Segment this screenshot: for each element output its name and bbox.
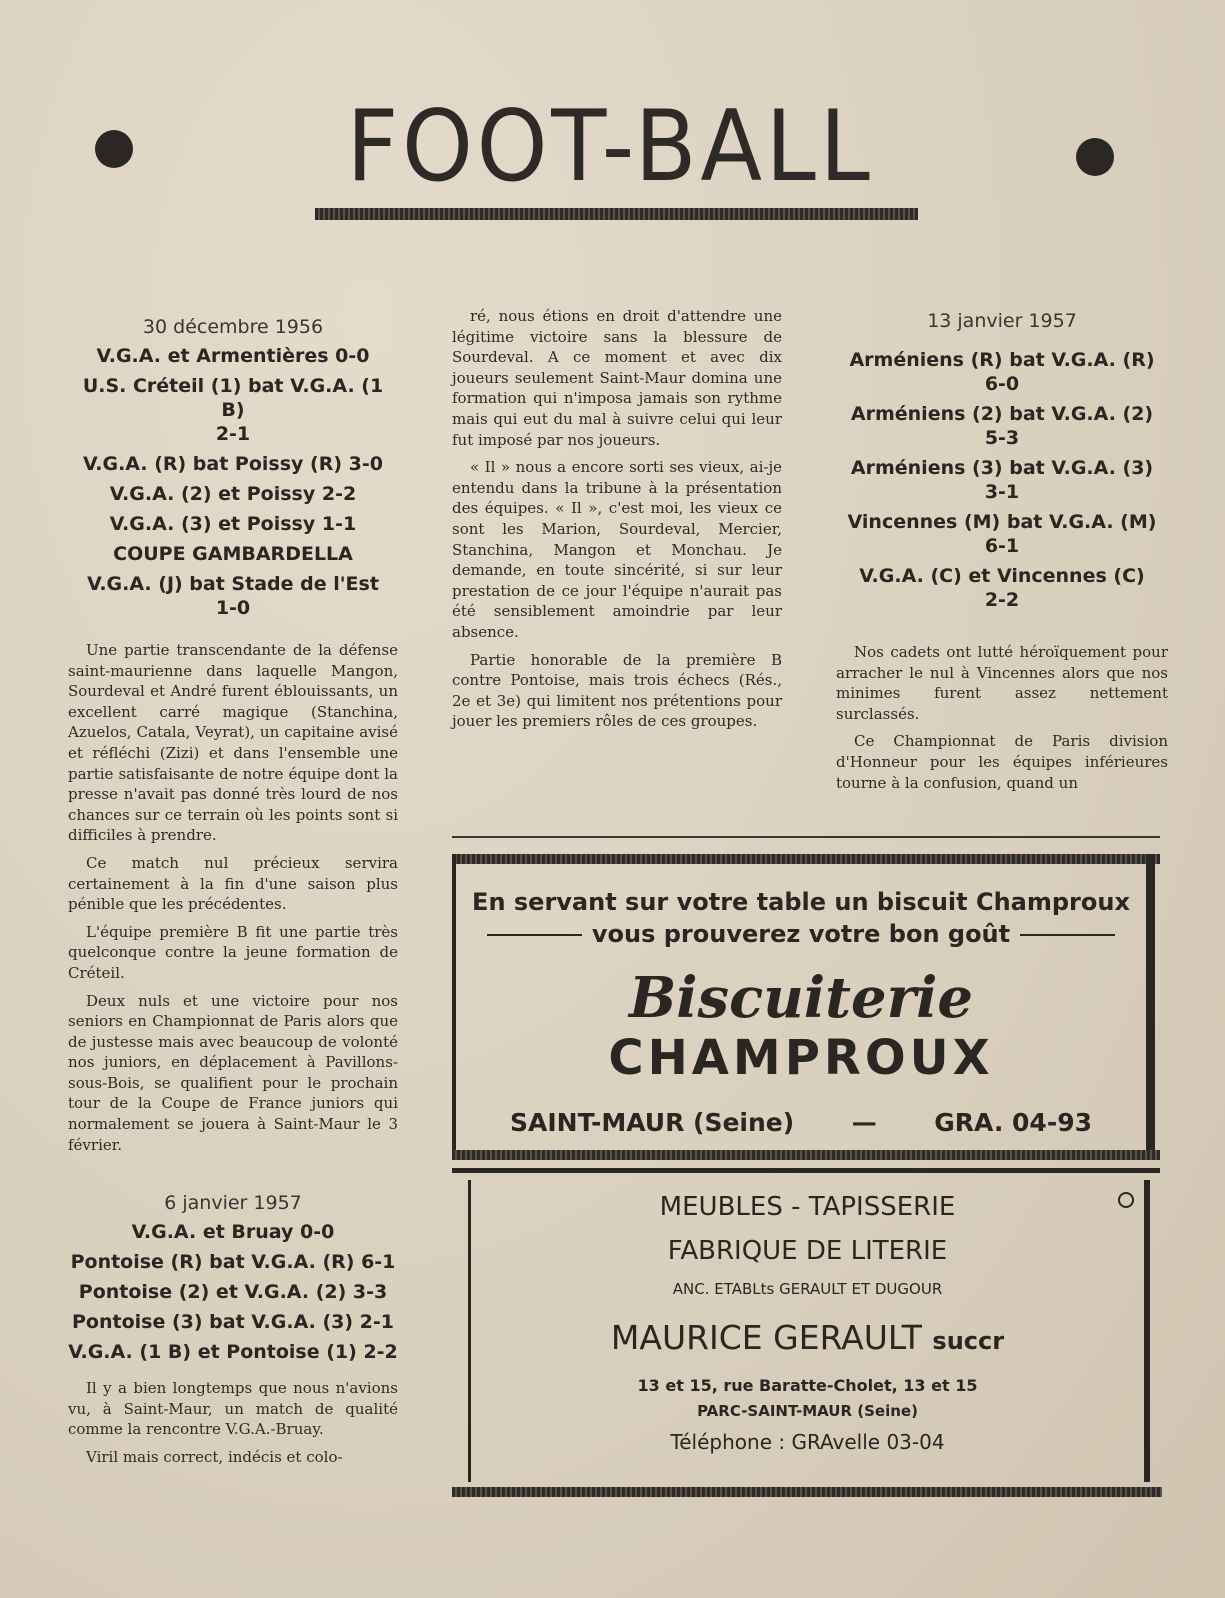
ad-separator: — <box>851 1108 877 1137</box>
match-score: 2-1 <box>215 423 251 445</box>
article-text <box>836 642 1168 793</box>
paragraph: Deux nuls et une victoire pour nos seniors en Championnat de Paris alors que de justesse mais avec beaucoup de volonté nos juniors, en déplacement à Pavillons-sous-Bois, se qualifient pour le prochain tour de la Coupe de France juniors qui normalement se jouera à Saint-Maur le 3 février. <box>68 991 398 1154</box>
paragraph: Viril mais correct, indécis et colo- <box>86 1448 343 1467</box>
match-result <box>68 1220 398 1244</box>
middle-column <box>452 306 782 739</box>
paragraph: Nos cadets ont lutté héroïquement pour arracher le nul à Vincennes alors que nos minimes furent assez nettement surclassés. <box>836 643 1168 723</box>
paragraph: L'équipe première B fit une partie très quelconque contre la jeune formation de Créteil. <box>68 922 398 982</box>
match-line: V.G.A. (J) bat Stade de l'Est <box>87 573 379 595</box>
match-line: Vincennes (M) bat V.G.A. (M) <box>847 511 1157 533</box>
match-line: V.G.A. (C) et Vincennes (C) <box>859 565 1145 587</box>
match-line: Arméniens (2) bat V.G.A. (2) <box>850 403 1154 425</box>
match-result <box>68 1340 398 1364</box>
match-line: V.G.A. et Armentières 0-0 <box>96 345 370 367</box>
match-line: Pontoise (R) bat V.G.A. (R) 6-1 <box>70 1251 396 1274</box>
ad-brand-name: CHAMPROUX <box>608 1030 994 1086</box>
paragraph: Une partie transcendante de la défense saint-maurienne dans laquelle Mangon, Sourdeval et André furent éblouissants, un excellent carré magique (Stanchina, Azuelos, Catala, Veyrat), un capitaine avisé et réfléchi (Zizi) et dans l'ensemble une partie satisfaisante de notre équipe dont la presse n'avait pas donné très lourd de nos chances sur ce terrain où les points sont si difficiles à prendre. <box>68 641 398 845</box>
ad-phone: GRA. 04-93 <box>934 1108 1092 1137</box>
date-heading: 6 janvier 1957 <box>164 1192 302 1215</box>
article-text <box>452 306 782 732</box>
separator-rule <box>452 836 1160 838</box>
ad-address: 13 et 15, rue Baratte-Cholet, 13 et 15 <box>637 1376 978 1395</box>
match-result <box>68 452 398 476</box>
paragraph: Il y a bien longtemps que nous n'avions vu, à Saint-Maur, un match de qualité comme la rencontre V.G.A.-Bruay. <box>68 1379 398 1439</box>
match-result <box>836 510 1168 558</box>
ad-city: SAINT-MAUR (Seine) <box>510 1108 795 1137</box>
ad-slogan-line2: vous prouverez votre bon goût <box>591 920 1011 948</box>
match-result <box>68 374 398 446</box>
dash-left <box>487 934 582 936</box>
match-line: V.G.A. (1 B) et Pontoise (1) 2-2 <box>68 1341 398 1364</box>
match-line: Pontoise (2) et V.G.A. (2) 3-3 <box>78 1281 388 1304</box>
paragraph: Ce match nul précieux servira certainement à la fin d'une saison plus pénible que les précédentes. <box>68 853 398 914</box>
match-result <box>68 482 398 506</box>
date-heading: 30 décembre 1956 <box>142 316 324 338</box>
match-line: V.G.A. (R) bat Poissy (R) 3-0 <box>83 453 383 475</box>
ad-phone: Téléphone : GRAvelle 03-04 <box>670 1430 945 1454</box>
match-line: V.G.A. et Bruay 0-0 <box>131 1221 335 1244</box>
ad-line-former: ANC. ETABLts GERAULT ET DUGOUR <box>672 1280 943 1298</box>
left-bullet-dot <box>95 130 133 168</box>
match-line: Arméniens (3) bat V.G.A. (3) <box>850 457 1154 479</box>
article-text <box>68 640 398 1155</box>
match-score: 6-0 <box>984 373 1020 395</box>
ad-owner-name: MAURICE GERAULT <box>610 1318 922 1357</box>
match-result <box>836 348 1168 396</box>
paragraph: Ce Championnat de Paris division d'Honneur pour les équipes inférieures tourne à la confusion, quand un <box>836 732 1168 792</box>
match-result <box>836 456 1168 504</box>
match-line: U.S. Créteil (1) bat V.G.A. (1 B) <box>82 375 384 421</box>
match-score: 1-0 <box>215 597 251 619</box>
results-list <box>68 1220 398 1364</box>
match-line: Pontoise (3) bat V.G.A. (3) 2-1 <box>72 1311 394 1334</box>
match-score: 3-1 <box>984 481 1020 503</box>
match-line: V.G.A. (3) et Poissy 1-1 <box>109 513 357 535</box>
article-text <box>68 1378 398 1467</box>
gerault-ad <box>468 1180 1150 1482</box>
match-result <box>68 512 398 536</box>
paragraph: ré, nous étions en droit d'attendre une légitime victoire sans la blessure de Sourdeval. A ce moment et avec dix joueurs seulement Saint-Maur domina une formation qui n'imposa jamais son rythme mais qui eut du mal à suivre celui qui leur fut imposé par nos joueurs. <box>452 307 782 449</box>
champroux-ad <box>452 854 1155 1159</box>
results-list <box>68 344 398 620</box>
date-heading: 13 janvier 1957 <box>927 310 1077 332</box>
dash-right <box>1020 934 1115 936</box>
match-score: 6-1 <box>984 535 1020 557</box>
right-bullet-dot <box>1076 138 1114 176</box>
paragraph: Partie honorable de la première B contre Pontoise, mais trois échecs (Rés., 2e et 3e) qui limitent nos prétentions pour jouer les premiers rôles de ces groupes. <box>452 650 782 731</box>
match-result <box>836 402 1168 450</box>
match-result <box>68 1280 398 1304</box>
match-result <box>68 1310 398 1334</box>
match-result <box>68 1250 398 1274</box>
match-score: 2-2 <box>984 589 1020 611</box>
ad-border-bottom <box>452 1487 1162 1497</box>
ad-line-bedding: FABRIQUE DE LITERIE <box>667 1236 948 1266</box>
title-underline <box>315 208 918 220</box>
separator-rule <box>452 1168 1160 1173</box>
ad-line-furniture: MEUBLES - TAPISSERIE <box>659 1192 956 1222</box>
match-result <box>68 344 398 368</box>
match-result <box>836 564 1168 612</box>
left-column <box>68 316 398 1475</box>
results-list <box>836 348 1168 612</box>
match-line: COUPE GAMBARDELLA <box>113 543 353 565</box>
ad-owner-succ: succr <box>932 1327 1005 1355</box>
match-line: Arméniens (R) bat V.G.A. (R) <box>849 349 1155 371</box>
paragraph: « Il » nous a encore sorti ses vieux, ai-je entendu dans la tribune à la présentation des équipes. « Il », c'est moi, les vieux ce sont les Marion, Sourdeval, Mercier, Stanchina, Mangon et Monchau. Je demande, en toute sincérité, si sur leur prestation de ce jour l'équipe n'aurait pas été sensiblement amoindrie par leur absence. <box>452 458 782 641</box>
ad-script-name: Biscuiterie <box>628 965 974 1031</box>
ad-border-bottom <box>452 1150 1160 1160</box>
match-result <box>68 572 398 620</box>
ad-slogan-line1: En servant sur votre table un biscuit <box>472 888 976 916</box>
match-line: V.G.A. (2) et Poissy 2-2 <box>109 483 357 505</box>
ad-city: PARC-SAINT-MAUR (Seine) <box>697 1402 918 1420</box>
match-score: 5-3 <box>984 427 1020 449</box>
page-title: FOOT-BALL <box>346 90 874 204</box>
match-result <box>68 542 398 566</box>
ad-slogan-brand: Champroux <box>975 888 1130 916</box>
right-column <box>836 310 1168 800</box>
